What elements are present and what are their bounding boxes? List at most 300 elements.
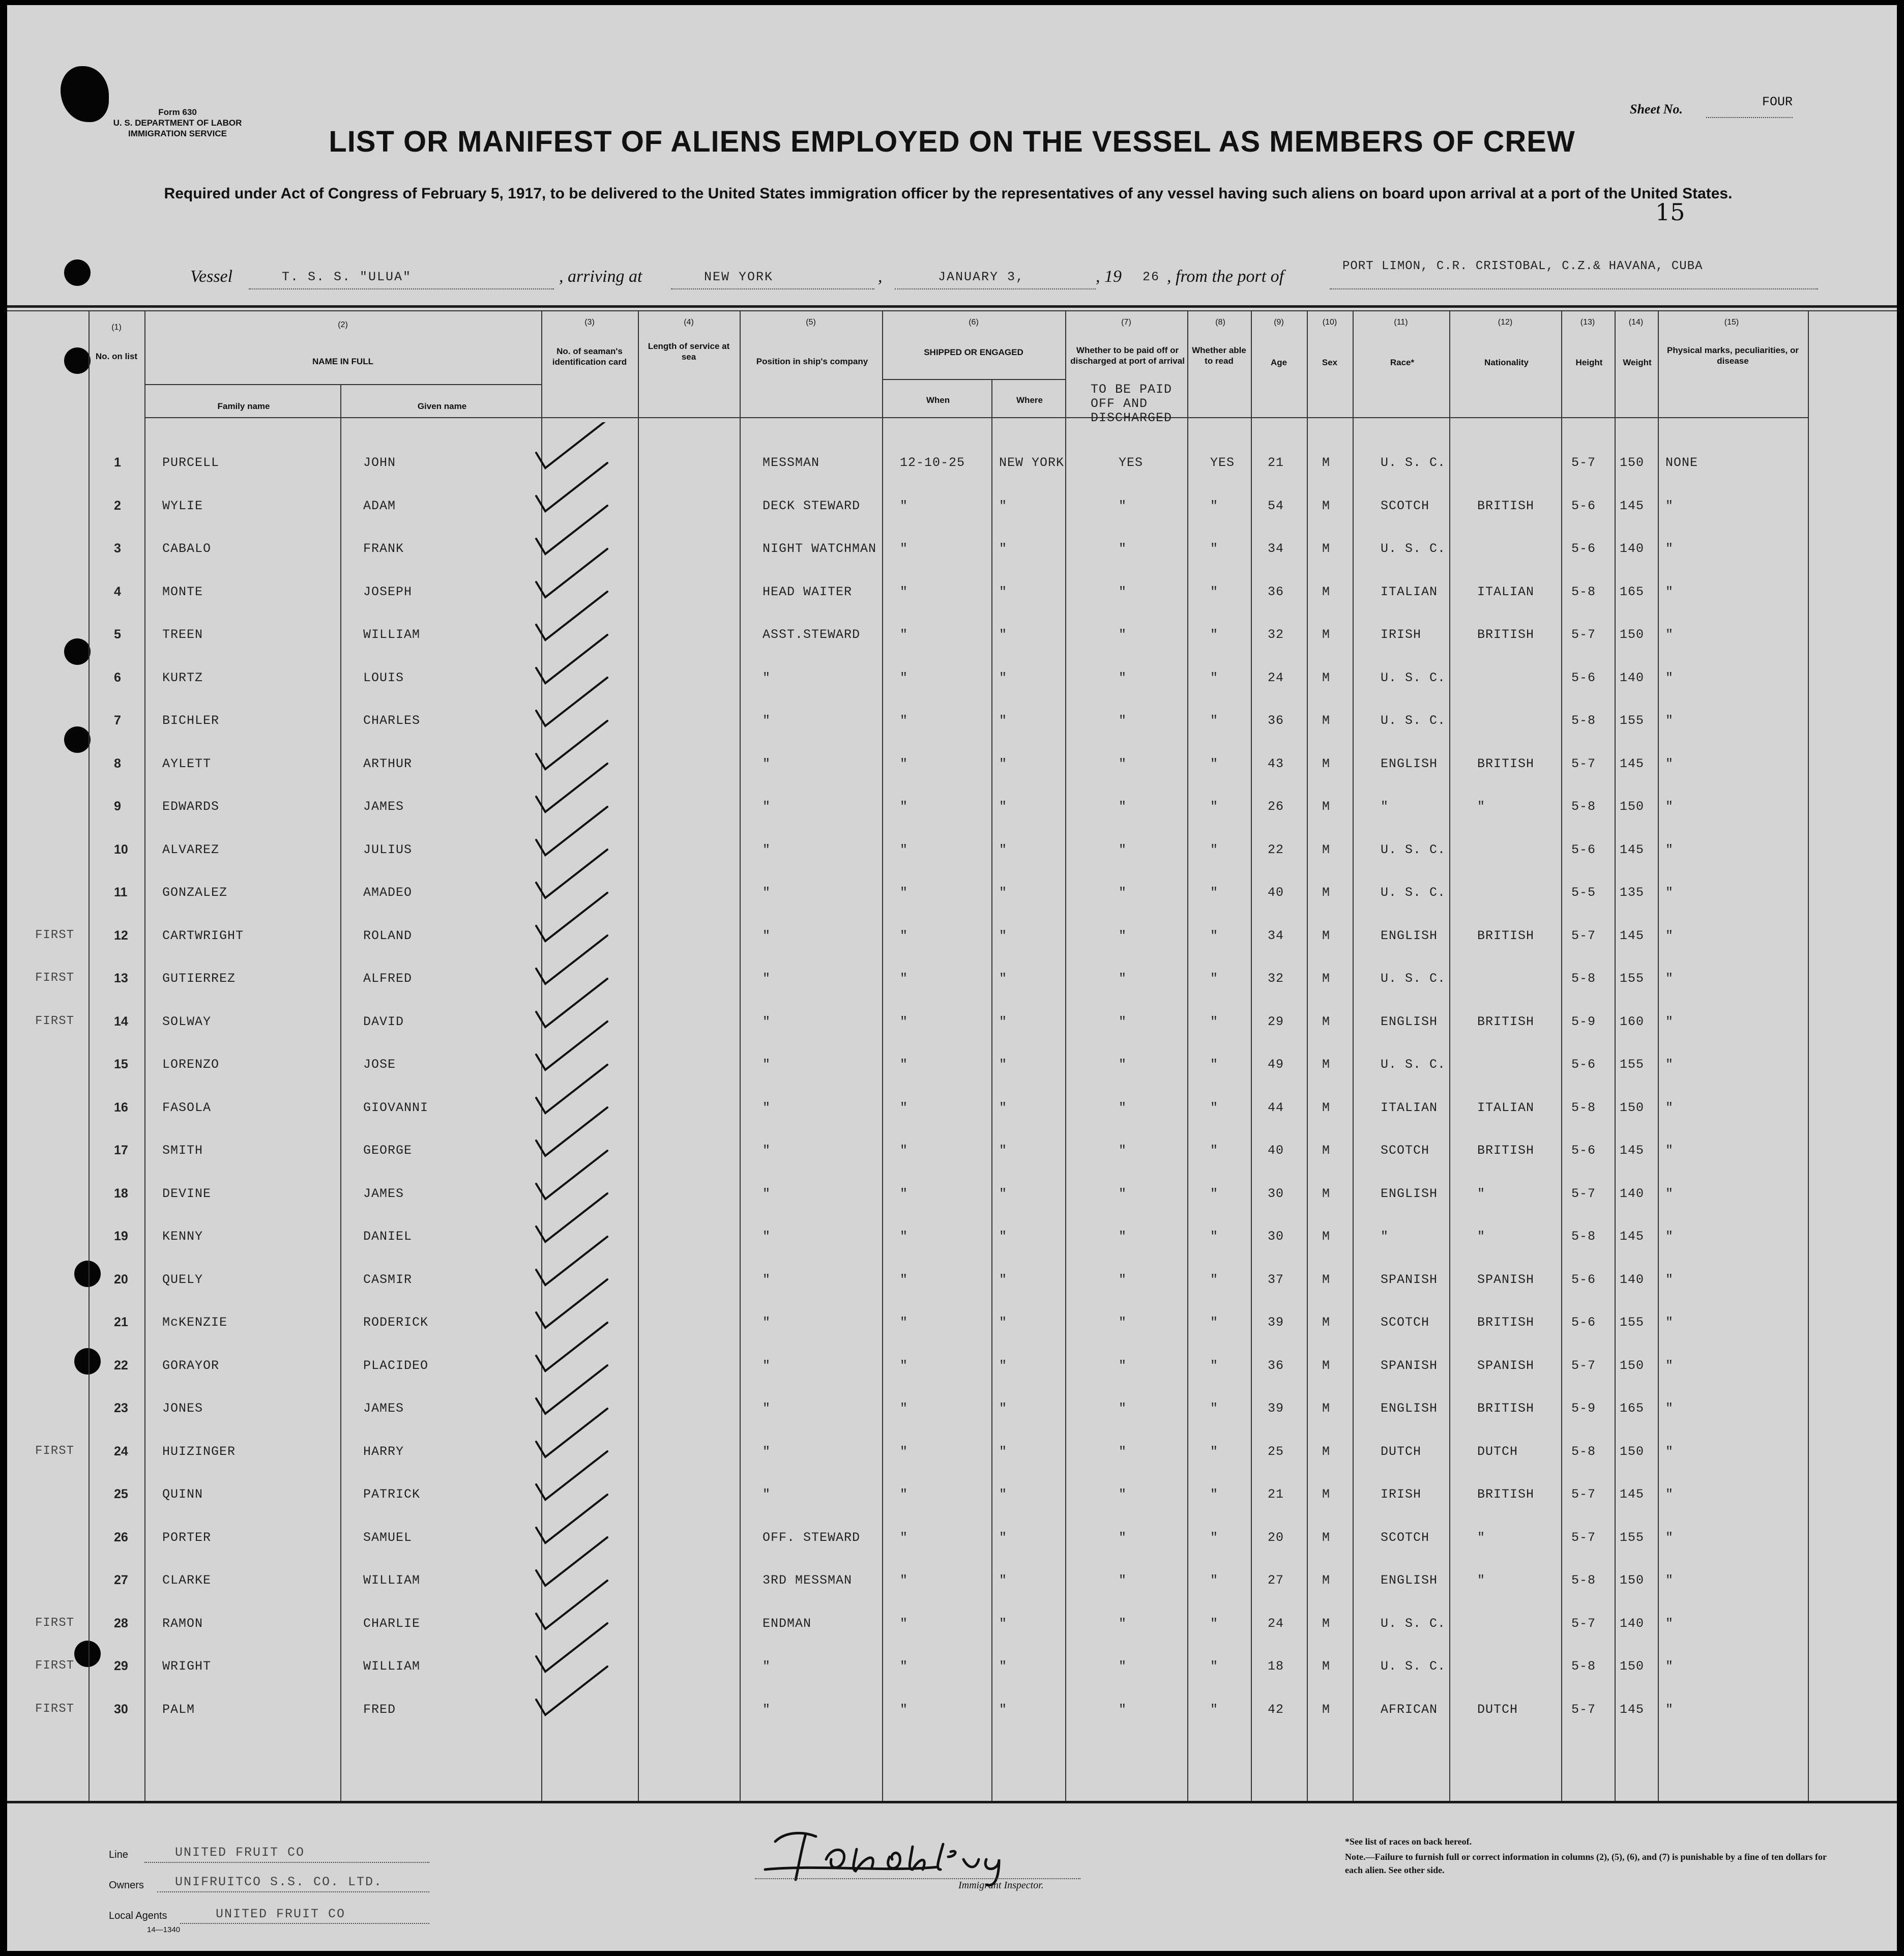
- col-line: [991, 379, 992, 1801]
- inspector-underline: [755, 1877, 1080, 1879]
- age: 36: [1268, 713, 1284, 728]
- line-value: UNITED FRUIT CO: [175, 1845, 305, 1860]
- shipped-when: ": [900, 713, 909, 728]
- race: ENGLISH: [1381, 1186, 1438, 1201]
- race: ENGLISH: [1381, 928, 1438, 943]
- checkmark-icon: [536, 549, 607, 597]
- height: 5-8: [1571, 971, 1596, 986]
- owners-underline: [157, 1890, 429, 1892]
- binder-hole: [64, 726, 91, 753]
- position: ": [763, 1659, 771, 1674]
- shipped-when: ": [900, 1358, 909, 1373]
- weight: 155: [1620, 1315, 1645, 1330]
- family-name: LORENZO: [162, 1057, 220, 1072]
- given-name: JAMES: [363, 1401, 404, 1416]
- nationality: BRITISH: [1477, 1143, 1535, 1158]
- able-to-read: ": [1210, 541, 1219, 556]
- shipped-when: ": [900, 1401, 909, 1416]
- paid-off: ": [1119, 1229, 1127, 1244]
- paid-off: ": [1119, 1014, 1127, 1029]
- row-number: 12: [114, 928, 128, 943]
- shipped-when: ": [900, 627, 909, 642]
- owners-value: UNIFRUITCO S.S. CO. LTD.: [175, 1875, 383, 1889]
- checkmark-icon: [536, 1193, 607, 1242]
- height: 5-9: [1571, 1014, 1596, 1029]
- given-name: PLACIDEO: [363, 1358, 429, 1373]
- shipped-when: ": [900, 1616, 909, 1631]
- col-header-sex: Sex: [1322, 358, 1338, 367]
- checkmark-icon: [536, 1667, 607, 1715]
- height: 5-7: [1571, 1487, 1596, 1502]
- height: 5-6: [1571, 842, 1596, 857]
- family-name: PORTER: [162, 1530, 212, 1545]
- checkmark-icon: [536, 506, 607, 554]
- races-note: *See list of races on back hereof.: [1345, 1836, 1472, 1847]
- weight: 155: [1620, 1530, 1645, 1545]
- row-number: 5: [114, 627, 121, 641]
- sex: M: [1322, 627, 1331, 642]
- shipped-where: NEW YORK: [999, 455, 1065, 470]
- row-number: 21: [114, 1315, 128, 1329]
- manifest-sheet: [7, 5, 1897, 1951]
- race: ENGLISH: [1381, 1401, 1438, 1416]
- from-port-label: , from the port of: [1167, 267, 1284, 286]
- checkmark-icon: [536, 678, 607, 726]
- shipped-where: ": [999, 756, 1008, 771]
- paid-off: ": [1119, 1401, 1127, 1416]
- col-line: [1449, 310, 1450, 1801]
- given-name: CASMIR: [363, 1272, 413, 1287]
- family-name: GUTIERREZ: [162, 971, 236, 986]
- weight: 145: [1620, 1143, 1645, 1158]
- race: U. S. C.: [1381, 541, 1446, 556]
- able-to-read: ": [1210, 885, 1219, 900]
- shipped-subheader-rule: [882, 379, 1065, 380]
- row-number: 23: [114, 1401, 128, 1415]
- row-number: 25: [114, 1487, 128, 1501]
- col-header-family: Family name: [217, 401, 270, 411]
- sex: M: [1322, 1229, 1331, 1244]
- age: 30: [1268, 1229, 1284, 1244]
- col-header-name: NAME IN FULL: [312, 357, 373, 366]
- checkmark-icon: [536, 635, 607, 683]
- family-name: PURCELL: [162, 455, 220, 470]
- arriving-port: NEW YORK: [704, 270, 774, 284]
- sex: M: [1322, 499, 1331, 513]
- shipped-where: ": [999, 1229, 1008, 1244]
- race: U. S. C.: [1381, 1616, 1446, 1631]
- nationality: BRITISH: [1477, 1315, 1535, 1330]
- position: ": [763, 1272, 771, 1287]
- given-name: ADAM: [363, 499, 396, 513]
- physical-marks: ": [1665, 1057, 1674, 1072]
- race: ": [1381, 799, 1389, 814]
- given-name: RODERICK: [363, 1315, 429, 1330]
- given-name: JOHN: [363, 455, 396, 470]
- physical-marks: ": [1665, 1315, 1674, 1330]
- age: 26: [1268, 799, 1284, 814]
- weight: 145: [1620, 756, 1645, 771]
- position: ": [763, 756, 771, 771]
- weight: 145: [1620, 1229, 1645, 1244]
- physical-marks: ": [1665, 1702, 1674, 1717]
- col-line: [1658, 310, 1659, 1801]
- position: ": [763, 1229, 771, 1244]
- department-name: U. S. DEPARTMENT OF LABOR: [113, 118, 242, 128]
- binder-hole: [74, 1261, 101, 1287]
- paid-off: ": [1119, 1186, 1127, 1201]
- row-number: 4: [114, 585, 121, 599]
- height: 5-6: [1571, 1272, 1596, 1287]
- physical-marks: ": [1665, 1143, 1674, 1158]
- checkmark-icon: [536, 721, 607, 769]
- paid-off: ": [1119, 1487, 1127, 1502]
- physical-marks: ": [1665, 627, 1674, 642]
- position: ": [763, 670, 771, 685]
- race: ITALIAN: [1381, 585, 1438, 599]
- checkmark-icon: [536, 1021, 607, 1070]
- height: 5-6: [1571, 499, 1596, 513]
- family-name: QUINN: [162, 1487, 203, 1502]
- checkmark-icon: [536, 1537, 607, 1586]
- age: 20: [1268, 1530, 1284, 1545]
- line-underline: [144, 1861, 429, 1863]
- checkmark-icon: [536, 1237, 607, 1285]
- age: 24: [1268, 1616, 1284, 1631]
- weight: 150: [1620, 1100, 1645, 1115]
- vessel-label: Vessel: [190, 267, 233, 286]
- position: ": [763, 885, 771, 900]
- binder-hole: [64, 347, 91, 374]
- family-name: SOLWAY: [162, 1014, 212, 1029]
- paid-off: ": [1119, 627, 1127, 642]
- family-name: KURTZ: [162, 670, 203, 685]
- physical-marks: ": [1665, 1616, 1674, 1631]
- paid-off: ": [1119, 885, 1127, 900]
- shipped-when: ": [900, 971, 909, 986]
- nationality: BRITISH: [1477, 1487, 1535, 1502]
- age: 27: [1268, 1573, 1284, 1588]
- penalty-note: Note.—Failure to furnish full or correct information in columns (2), (5), (6), and (7) is punishable by a fine of ten dollars for each alien. See other side.: [1345, 1852, 1827, 1875]
- weight: 150: [1620, 1358, 1645, 1373]
- checkmark-icon: [536, 979, 607, 1027]
- shipped-when: ": [900, 1229, 909, 1244]
- shipped-where: ": [999, 1573, 1008, 1588]
- col-header-given: Given name: [417, 401, 467, 411]
- checkmark-icon: [536, 1409, 607, 1457]
- col-num: (8): [1215, 318, 1225, 327]
- shipped-where: ": [999, 1616, 1008, 1631]
- shipped-when: ": [900, 1272, 909, 1287]
- checkmark-icon: [536, 807, 607, 855]
- sex: M: [1322, 1487, 1331, 1502]
- sex: M: [1322, 842, 1331, 857]
- arriving-label: , arriving at: [559, 267, 642, 286]
- shipped-when: ": [900, 1487, 909, 1502]
- age: 54: [1268, 499, 1284, 513]
- age: 32: [1268, 627, 1284, 642]
- col-header-able-read: Whether able to read: [1192, 345, 1246, 366]
- physical-marks: ": [1665, 1659, 1674, 1674]
- race: AFRICAN: [1381, 1702, 1438, 1717]
- sheet-number-value: FOUR: [1762, 95, 1793, 109]
- position: DECK STEWARD: [763, 499, 861, 513]
- age: 40: [1268, 1143, 1284, 1158]
- checkmark-icon: [536, 1623, 607, 1672]
- paid-off: ": [1119, 1100, 1127, 1115]
- family-name: GORAYOR: [162, 1358, 220, 1373]
- physical-marks: ": [1665, 670, 1674, 685]
- able-to-read: ": [1210, 670, 1219, 685]
- height: 5-7: [1571, 1358, 1596, 1373]
- physical-marks: ": [1665, 713, 1674, 728]
- col-header-paid-off: Whether to be paid off or discharged at port of arrival: [1070, 345, 1185, 366]
- col-num: (3): [584, 318, 595, 327]
- position: MESSMAN: [763, 455, 820, 470]
- col-header-id-card: No. of seaman's identification card: [552, 346, 627, 367]
- checkmark-icon: [536, 422, 607, 468]
- shipped-where: ": [999, 1444, 1008, 1459]
- sex: M: [1322, 1315, 1331, 1330]
- shipped-when: ": [900, 670, 909, 685]
- col-num: (11): [1394, 318, 1408, 327]
- col-header-age: Age: [1270, 358, 1287, 367]
- weight: 145: [1620, 499, 1645, 513]
- paid-off: ": [1119, 1616, 1127, 1631]
- age: 42: [1268, 1702, 1284, 1717]
- weight: 140: [1620, 670, 1645, 685]
- age: 39: [1268, 1401, 1284, 1416]
- sex: M: [1322, 1057, 1331, 1072]
- physical-marks: ": [1665, 1100, 1674, 1115]
- age: 37: [1268, 1272, 1284, 1287]
- able-to-read: ": [1210, 713, 1219, 728]
- family-name: GONZALEZ: [162, 885, 228, 900]
- col-line: [1251, 310, 1252, 1801]
- age: 34: [1268, 928, 1284, 943]
- row-number: 19: [114, 1229, 128, 1243]
- nationality: ": [1477, 1530, 1486, 1545]
- sheet-number-underline: [1706, 116, 1793, 118]
- family-name: FASOLA: [162, 1100, 212, 1115]
- col-header-shipped: SHIPPED OR ENGAGED: [924, 347, 1023, 357]
- able-to-read: ": [1210, 1444, 1219, 1459]
- position: ": [763, 1315, 771, 1330]
- height: 5-7: [1571, 1616, 1596, 1631]
- given-name: GEORGE: [363, 1143, 413, 1158]
- given-name: ALFRED: [363, 971, 413, 986]
- shipped-when: ": [900, 1530, 909, 1545]
- weight: 145: [1620, 842, 1645, 857]
- physical-marks: ": [1665, 799, 1674, 814]
- agents-label: Local Agents: [109, 1910, 167, 1921]
- paid-off: ": [1119, 541, 1127, 556]
- row-number: 30: [114, 1702, 128, 1716]
- physical-marks: ": [1665, 1229, 1674, 1244]
- sex: M: [1322, 1401, 1331, 1416]
- date-underline: [895, 287, 1096, 289]
- race: U. S. C.: [1381, 1659, 1446, 1674]
- family-name: WRIGHT: [162, 1659, 212, 1674]
- sex: M: [1322, 713, 1331, 728]
- able-to-read: ": [1210, 1401, 1219, 1416]
- col-header-position: Position in ship's company: [756, 357, 868, 366]
- binder-hole: [74, 1348, 101, 1375]
- shipped-where: ": [999, 1487, 1008, 1502]
- checkmark-icon: [536, 1279, 607, 1328]
- height: 5-8: [1571, 713, 1596, 728]
- height: 5-6: [1571, 1057, 1596, 1072]
- position: ": [763, 1057, 771, 1072]
- row-number: 22: [114, 1358, 128, 1373]
- row-number: 11: [114, 885, 128, 899]
- col-num: (6): [969, 318, 979, 327]
- sex: M: [1322, 1573, 1331, 1588]
- shipped-where: ": [999, 670, 1008, 685]
- able-to-read: ": [1210, 1487, 1219, 1502]
- paid-off: ": [1119, 1057, 1127, 1072]
- family-name: SMITH: [162, 1143, 203, 1158]
- family-name: JONES: [162, 1401, 203, 1416]
- col-line: [340, 384, 341, 1801]
- race: DUTCH: [1381, 1444, 1422, 1459]
- checkmark-icon: [536, 1495, 607, 1543]
- shipped-when: ": [900, 756, 909, 771]
- age: 18: [1268, 1659, 1284, 1674]
- able-to-read: YES: [1210, 455, 1235, 470]
- col-line: [740, 310, 741, 1801]
- shipped-when: ": [900, 1143, 909, 1158]
- given-name: JOSE: [363, 1057, 396, 1072]
- row-number: 3: [114, 541, 121, 556]
- row-margin-note: FIRST: [35, 1444, 75, 1458]
- paid-off: ": [1119, 1358, 1127, 1373]
- row-number: 17: [114, 1143, 128, 1157]
- shipped-where: ": [999, 1057, 1008, 1072]
- col-line: [1353, 310, 1354, 1801]
- table-top-rule: [7, 305, 1897, 308]
- position: ": [763, 1014, 771, 1029]
- weight: 140: [1620, 1272, 1645, 1287]
- row-margin-note: FIRST: [35, 928, 75, 942]
- given-name: GIOVANNI: [363, 1100, 429, 1115]
- given-name: FRANK: [363, 541, 404, 556]
- col-header-race: Race*: [1390, 358, 1415, 367]
- race: ITALIAN: [1381, 1100, 1438, 1115]
- paid-off: ": [1119, 842, 1127, 857]
- able-to-read: ": [1210, 1186, 1219, 1201]
- physical-marks: ": [1665, 585, 1674, 599]
- shipped-where: ": [999, 799, 1008, 814]
- height: 5-8: [1571, 585, 1596, 599]
- paid-off: ": [1119, 1315, 1127, 1330]
- sex: M: [1322, 1358, 1331, 1373]
- age: 32: [1268, 971, 1284, 986]
- physical-marks: ": [1665, 928, 1674, 943]
- weight: 155: [1620, 713, 1645, 728]
- sheet-number-label: Sheet No.: [1630, 102, 1683, 116]
- shipped-when: ": [900, 885, 909, 900]
- weight: 150: [1620, 799, 1645, 814]
- binder-hole: [74, 1641, 101, 1667]
- height: 5-7: [1571, 1702, 1596, 1717]
- shipped-when: ": [900, 541, 909, 556]
- race: SPANISH: [1381, 1272, 1438, 1287]
- nationality: DUTCH: [1477, 1444, 1518, 1459]
- age: 21: [1268, 1487, 1284, 1502]
- age: 22: [1268, 842, 1284, 857]
- height: 5-6: [1571, 1315, 1596, 1330]
- nationality: BRITISH: [1477, 1014, 1535, 1029]
- from-port-underline: [1330, 287, 1818, 289]
- race: ENGLISH: [1381, 1573, 1438, 1588]
- given-name: JAMES: [363, 799, 404, 814]
- position: ASST.STEWARD: [763, 627, 861, 642]
- row-number: 24: [114, 1444, 128, 1458]
- position: HEAD WAITER: [763, 585, 853, 599]
- age: 29: [1268, 1014, 1284, 1029]
- weight: 165: [1620, 585, 1645, 599]
- given-name: FRED: [363, 1702, 396, 1717]
- shipped-where: ": [999, 1702, 1008, 1717]
- height: 5-7: [1571, 756, 1596, 771]
- shipped-where: ": [999, 1530, 1008, 1545]
- name-subheader-rule: [144, 384, 541, 385]
- col-header-height: Height: [1575, 358, 1603, 367]
- race: U. S. C.: [1381, 842, 1446, 857]
- sex: M: [1322, 1100, 1331, 1115]
- row-number: 8: [114, 756, 121, 771]
- row-number: 27: [114, 1573, 128, 1587]
- row-number: 2: [114, 499, 121, 513]
- weight: 140: [1620, 1186, 1645, 1201]
- weight: 165: [1620, 1401, 1645, 1416]
- shipped-where: ": [999, 1100, 1008, 1115]
- col-num: (14): [1628, 318, 1644, 327]
- position: ": [763, 1143, 771, 1158]
- shipped-when: ": [900, 1186, 909, 1201]
- age: 25: [1268, 1444, 1284, 1459]
- position: NIGHT WATCHMAN: [763, 541, 877, 556]
- able-to-read: ": [1210, 585, 1219, 599]
- weight: 140: [1620, 541, 1645, 556]
- paid-off: ": [1119, 1659, 1127, 1674]
- col-num: (4): [684, 318, 694, 327]
- position: 3RD MESSMAN: [763, 1573, 853, 1588]
- weight: 145: [1620, 928, 1645, 943]
- paid-off: ": [1119, 1530, 1127, 1545]
- print-code: 14—1340: [147, 1925, 181, 1934]
- row-margin-note: FIRST: [35, 1014, 75, 1028]
- shipped-when: ": [900, 1573, 909, 1588]
- height: 5-5: [1571, 885, 1596, 900]
- nationality: BRITISH: [1477, 1401, 1535, 1416]
- checkmark-icon: [536, 936, 607, 984]
- sex: M: [1322, 1702, 1331, 1717]
- able-to-read: ": [1210, 499, 1219, 513]
- weight: 150: [1620, 455, 1645, 470]
- sex: M: [1322, 1444, 1331, 1459]
- able-to-read: ": [1210, 1229, 1219, 1244]
- nationality: ": [1477, 1229, 1486, 1244]
- checkmark-icon: [536, 1451, 607, 1500]
- given-name: HARRY: [363, 1444, 404, 1459]
- given-name: SAMUEL: [363, 1530, 413, 1545]
- sex: M: [1322, 541, 1331, 556]
- able-to-read: ": [1210, 799, 1219, 814]
- race: ENGLISH: [1381, 1014, 1438, 1029]
- height: 5-8: [1571, 1659, 1596, 1674]
